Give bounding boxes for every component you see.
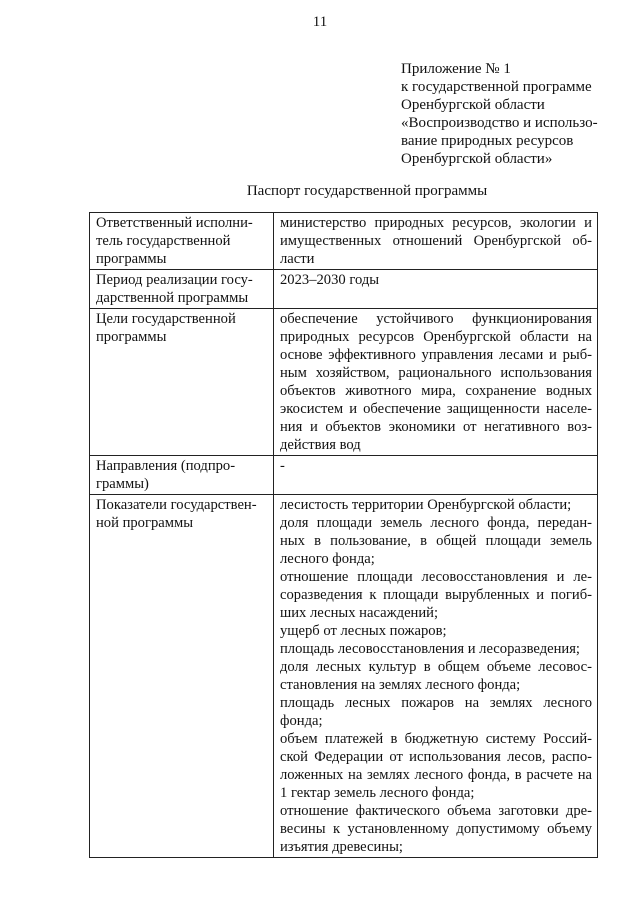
page-number: 11 — [312, 14, 328, 30]
table-row — [90, 270, 598, 309]
appendix-line: Приложение № 1 — [401, 61, 511, 77]
appendix-line: Оренбургской области — [401, 97, 545, 113]
appendix-line: «Воспроизводство и использо- — [401, 115, 598, 131]
table-row — [90, 456, 598, 495]
indicator-item: отношение фактического объема заготовки дре-весины к установленному допустимому объему изъятия древесины; — [280, 803, 592, 855]
appendix-line: Оренбургской области» — [401, 151, 553, 167]
row-value: - — [274, 456, 598, 495]
row-label: Цели государственной программы — [90, 309, 274, 456]
passport-table — [89, 212, 598, 858]
table-row — [90, 495, 598, 858]
indicator-item: площадь лесовосстановления и лесоразведения; — [280, 641, 580, 657]
indicator-item: доля лесных культур в общем объеме лесовос-становления на землях лесного фонда; — [280, 659, 592, 693]
row-label: Направления (подпро-граммы) — [90, 456, 274, 495]
table-row — [90, 309, 598, 456]
indicator-item: объем платежей в бюджетную систему Россий-ской Федерации от использования лесов, распо-ложенных на землях лесного фонда, в расчете на 1 гектар земель лесного фонда; — [280, 731, 592, 801]
indicator-item: отношение площади лесовосстановления и ле-соразведения к площади вырубленных и погиб-ших лесных насаждений; — [280, 569, 592, 621]
row-value: обеспечение устойчивого функционирования природных ресурсов Оренбургской области на основе эффективного управления лесами и рыб-ным хозяйством, рационального использования объектов животного мира, сохранение водных экосистем и обеспечение защищенности населе-ния и объектов экономики от негативного воз-действия вод — [274, 309, 598, 456]
row-label: Период реализации госу-дарственной программы — [90, 270, 274, 309]
row-label: Ответственный исполни-тель государственной программы — [90, 213, 274, 270]
indicator-item: ущерб от лесных пожаров; — [280, 623, 447, 639]
appendix-line: к государственной программе — [401, 79, 592, 95]
indicator-item: площадь лесных пожаров на землях лесного фонда; — [280, 695, 592, 729]
document-title: Паспорт государственной программы — [246, 183, 488, 199]
indicator-item: лесистость территории Оренбургской области; — [280, 497, 572, 513]
indicator-item: доля площади земель лесного фонда, передан-ных в пользование, в общей площади земель лесного фонда; — [280, 515, 592, 567]
appendix-block — [401, 60, 631, 168]
row-label: Показатели государствен-ной программы — [90, 495, 274, 858]
appendix-line: вание природных ресурсов — [401, 133, 574, 149]
table-row — [90, 213, 598, 270]
indicators-list — [274, 495, 598, 858]
row-value: министерство природных ресурсов, экологии и имущественных отношений Оренбургской об-ласти — [274, 213, 598, 270]
row-value: 2023–2030 годы — [274, 270, 598, 309]
